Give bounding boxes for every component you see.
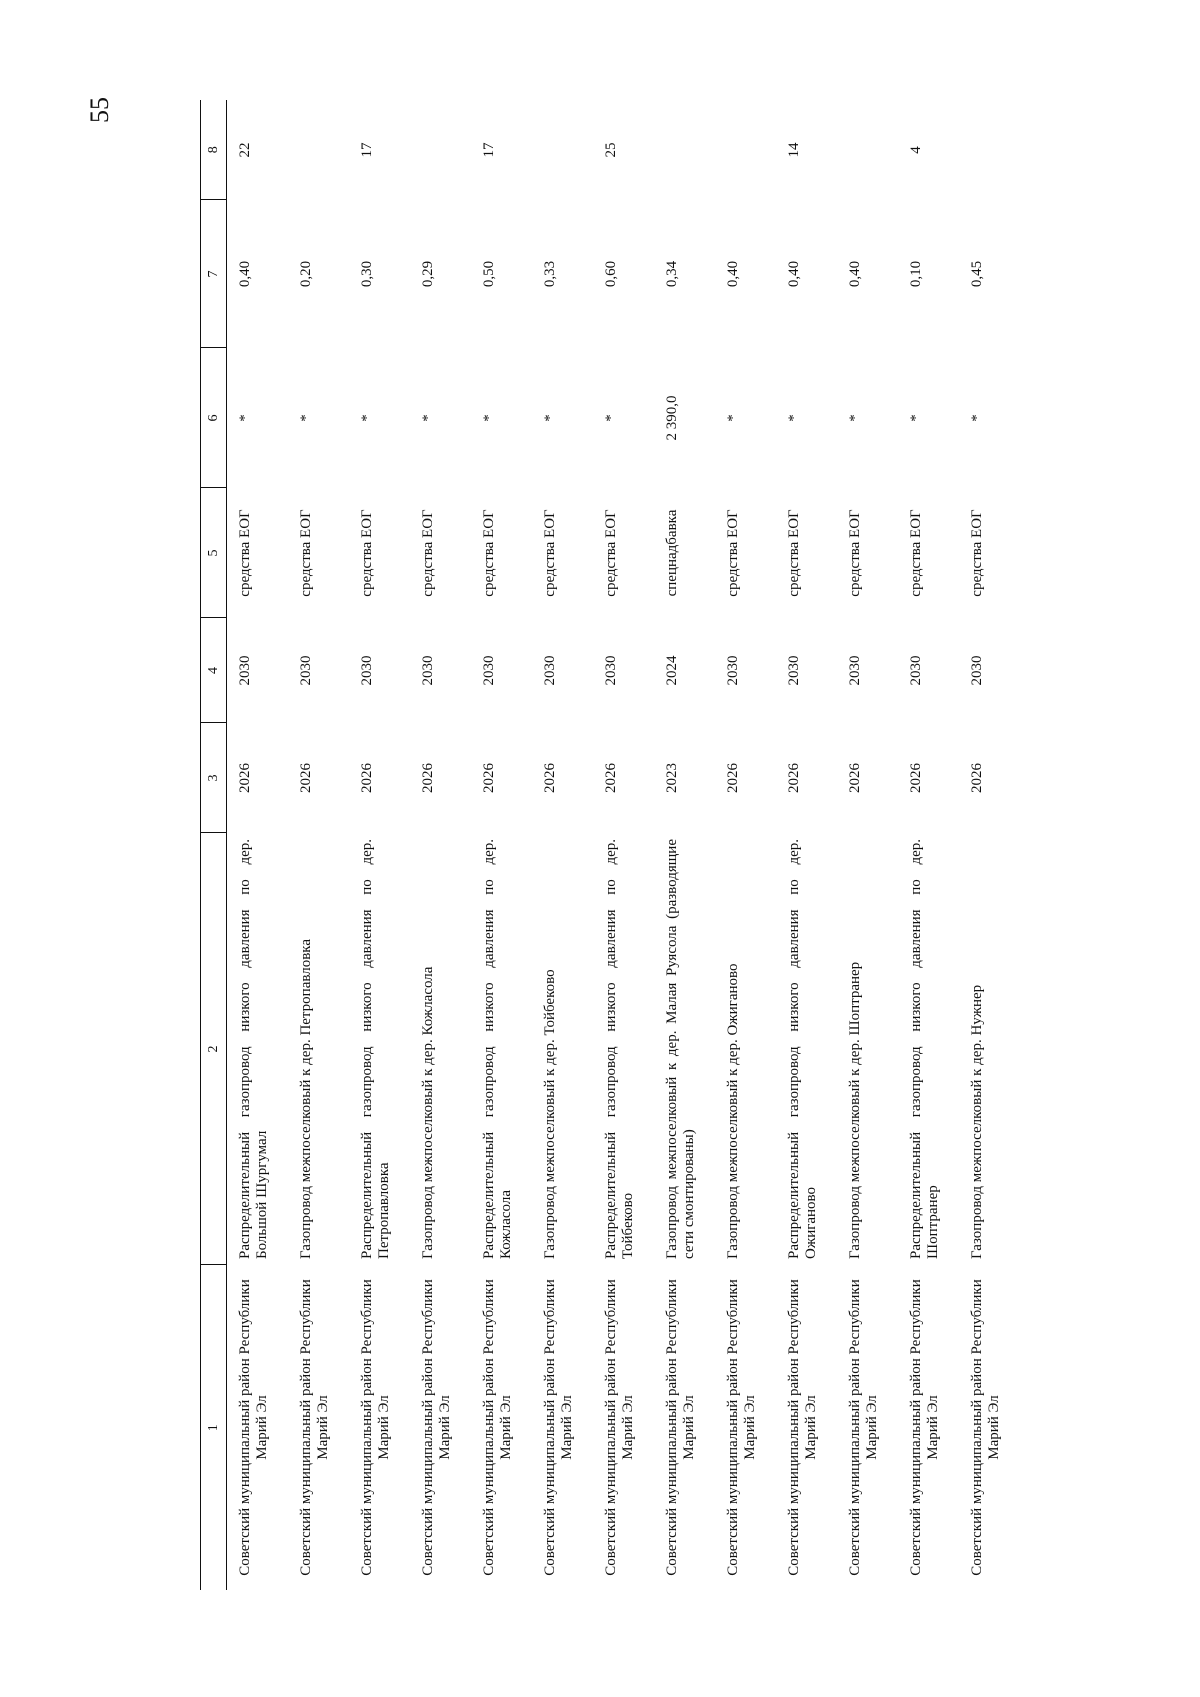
object-cell: Распределительный газопровод низкого давления по дер. Тойбеково [602, 839, 636, 1259]
funding-source-cell: средства ЕОГ [785, 509, 802, 597]
cost-cell: * [358, 414, 375, 422]
object-cell: Распределительный газопровод низкого давления по дер. Ожиганово [785, 839, 819, 1259]
table-header [201, 100, 227, 1590]
object-cell: Распределительный газопровод низкого давления по дер. Петропавловка [358, 839, 392, 1259]
start-year-cell: 2026 [541, 763, 558, 793]
start-year-cell: 2026 [237, 763, 253, 793]
households-cell [959, 100, 1020, 200]
region-cell: Советский муниципальный район Республики Марий Эл [785, 1279, 819, 1576]
households-cell [410, 100, 471, 200]
cost-cell: 2 390,0 [663, 395, 680, 441]
header-col-2: 2 [201, 833, 227, 1265]
end-year-cell: 2030 [419, 655, 436, 686]
object-cell: Распределительный газопровод низкого давления по дер. Шоптранер [907, 839, 941, 1259]
table-row [959, 100, 1020, 1590]
end-year-cell: 2024 [663, 655, 680, 686]
region-cell: Советский муниципальный район Республики Марий Эл [419, 1279, 453, 1576]
funding-source-cell: средства ЕОГ [602, 509, 619, 597]
table-row [471, 100, 532, 1590]
end-year-cell: 2030 [785, 655, 802, 686]
region-cell: Советский муниципальный район Республики Марий Эл [907, 1279, 941, 1576]
funding-source-cell: спецнадбавка [663, 509, 680, 597]
start-year-cell: 2026 [297, 763, 314, 793]
table-row [288, 100, 349, 1590]
page-number: 55 [85, 97, 114, 123]
cost-cell: * [237, 414, 253, 422]
length-cell: 0,10 [907, 260, 924, 288]
object-cell: Газопровод межпоселковый к дер. Тойбеково [541, 969, 558, 1259]
households-cell: 14 [785, 142, 802, 158]
region-cell: Советский муниципальный район Республики Марий Эл [358, 1279, 392, 1576]
end-year-cell: 2030 [846, 655, 863, 686]
table-row [898, 100, 959, 1590]
end-year-cell: 2030 [237, 655, 253, 686]
length-cell: 0,33 [541, 260, 558, 288]
table-row [593, 100, 654, 1590]
end-year-cell: 2030 [358, 655, 375, 686]
households-cell [654, 100, 715, 200]
region-cell: Советский муниципальный район Республики Марий Эл [541, 1279, 575, 1576]
region-cell: Советский муниципальный район Республики Марий Эл [968, 1279, 1002, 1576]
end-year-cell: 2030 [907, 655, 924, 686]
header-col-6: 6 [201, 348, 227, 488]
length-cell: 0,30 [358, 260, 375, 288]
cost-cell: * [907, 414, 924, 422]
end-year-cell: 2030 [602, 655, 619, 686]
start-year-cell: 2026 [907, 763, 924, 793]
length-cell: 0,29 [419, 260, 436, 288]
start-year-cell: 2026 [785, 763, 802, 793]
cost-cell: * [724, 414, 741, 422]
region-cell: Советский муниципальный район Республики Марий Эл [237, 1279, 270, 1576]
end-year-cell: 2030 [297, 655, 314, 686]
cost-cell: * [419, 414, 436, 422]
table-region [200, 100, 1020, 1590]
funding-source-cell: средства ЕОГ [541, 509, 558, 597]
end-year-cell: 2030 [968, 655, 985, 686]
households-cell: 4 [907, 146, 924, 154]
funding-source-cell: средства ЕОГ [297, 509, 314, 597]
length-cell: 0,60 [602, 260, 619, 288]
table-row [776, 100, 837, 1590]
length-cell: 0,40 [785, 260, 802, 288]
households-cell [288, 100, 349, 200]
header-col-3: 3 [201, 723, 227, 833]
table-row [227, 100, 288, 1590]
cost-cell: * [602, 414, 619, 422]
funding-source-cell: средства ЕОГ [968, 509, 985, 597]
gasification-table [200, 100, 1020, 1590]
header-col-4: 4 [201, 618, 227, 723]
region-cell: Советский муниципальный район Республики Марий Эл [602, 1279, 636, 1576]
start-year-cell: 2023 [663, 763, 680, 793]
object-cell: Газопровод межпоселковый к дер. Кожласола [419, 966, 436, 1259]
end-year-cell: 2030 [724, 655, 741, 686]
start-year-cell: 2026 [724, 763, 741, 793]
region-cell: Советский муниципальный район Республики Марий Эл [297, 1279, 331, 1576]
households-cell: 17 [358, 142, 375, 158]
table-row [837, 100, 898, 1590]
header-col-5: 5 [201, 488, 227, 618]
cost-cell: * [297, 414, 314, 422]
object-cell: Газопровод межпоселковый к дер. Петропавловка [297, 938, 314, 1259]
length-cell: 0,45 [968, 260, 985, 288]
end-year-cell: 2030 [480, 655, 497, 686]
object-cell: Газопровод межпоселковый к дер. Нужнер [968, 984, 985, 1259]
funding-source-cell: средства ЕОГ [358, 509, 375, 597]
region-cell: Советский муниципальный район Республики Марий Эл [846, 1279, 880, 1576]
object-cell: Газопровод межпоселковый к дер. Малая Руясола (разводящие сети смонтированы) [663, 839, 697, 1259]
header-row [201, 100, 227, 1590]
length-cell: 0,40 [724, 260, 741, 288]
start-year-cell: 2026 [480, 763, 497, 793]
table-row [349, 100, 410, 1590]
table-row [715, 100, 776, 1590]
funding-source-cell: средства ЕОГ [907, 509, 924, 597]
funding-source-cell: средства ЕОГ [846, 509, 863, 597]
object-cell: Газопровод межпоселковый к дер. Ожиганово [724, 963, 741, 1259]
header-col-1: 1 [201, 1265, 227, 1590]
length-cell: 0,50 [480, 260, 497, 288]
table-row [532, 100, 593, 1590]
funding-source-cell: средства ЕОГ [419, 509, 436, 597]
start-year-cell: 2026 [846, 763, 863, 793]
households-cell [837, 100, 898, 200]
cost-cell: * [541, 414, 558, 422]
header-col-8: 8 [201, 100, 227, 200]
length-cell: 0,40 [237, 260, 253, 288]
start-year-cell: 2026 [602, 763, 619, 793]
table-row [410, 100, 471, 1590]
households-cell: 25 [602, 142, 619, 158]
cost-cell: * [480, 414, 497, 422]
funding-source-cell: средства ЕОГ [480, 509, 497, 597]
start-year-cell: 2026 [419, 763, 436, 793]
start-year-cell: 2026 [968, 763, 985, 793]
region-cell: Советский муниципальный район Республики Марий Эл [663, 1279, 697, 1576]
cost-cell: * [968, 414, 985, 422]
length-cell: 0,34 [663, 260, 680, 288]
object-cell: Распределительный газопровод низкого давления по дер. Большой Шургумал [237, 839, 270, 1259]
end-year-cell: 2030 [541, 655, 558, 686]
table-body [227, 100, 1020, 1590]
region-cell: Советский муниципальный район Республики Марий Эл [724, 1279, 758, 1576]
length-cell: 0,20 [297, 260, 314, 288]
header-col-7: 7 [201, 200, 227, 348]
households-cell: 22 [237, 142, 253, 158]
start-year-cell: 2026 [358, 763, 375, 793]
table-row [654, 100, 715, 1590]
households-cell: 17 [480, 142, 497, 158]
cost-cell: * [785, 414, 802, 422]
region-cell: Советский муниципальный район Республики Марий Эл [480, 1279, 514, 1576]
cost-cell: * [846, 414, 863, 422]
funding-source-cell: средства ЕОГ [237, 509, 253, 597]
funding-source-cell: средства ЕОГ [724, 509, 741, 597]
households-cell [532, 100, 593, 200]
object-cell: Газопровод межпоселковый к дер. Шоптранер [846, 961, 863, 1259]
households-cell [715, 100, 776, 200]
length-cell: 0,40 [846, 260, 863, 288]
object-cell: Распределительный газопровод низкого давления по дер. Кожласола [480, 839, 514, 1259]
